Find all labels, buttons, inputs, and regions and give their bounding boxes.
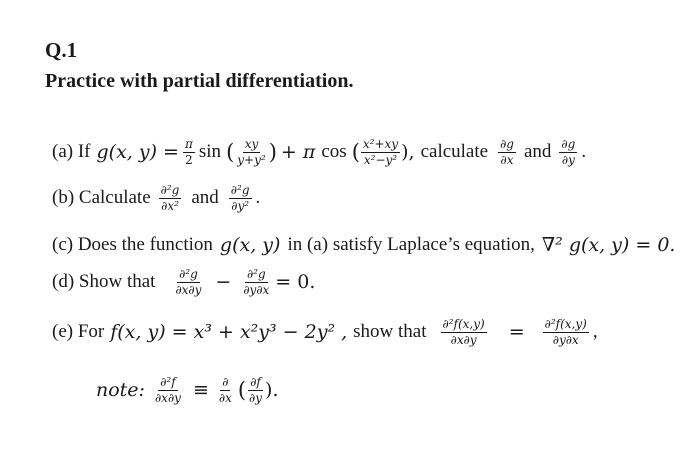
- d2f-dxdy-fraction: [441, 318, 487, 346]
- part-a-label: (a) If: [52, 141, 91, 163]
- frac-den: ∂y: [249, 390, 263, 405]
- frac-num: ∂g: [500, 137, 514, 151]
- pi-over-2-fraction: [183, 138, 195, 166]
- frac-den: ∂y∂x: [552, 332, 579, 347]
- dg-dy-fraction: [559, 138, 577, 166]
- frac-den: ∂y²: [231, 198, 250, 213]
- d2f-dydx-fraction: [543, 318, 589, 346]
- show-that-text: show that: [353, 321, 427, 343]
- part-a-end: .: [581, 141, 587, 163]
- df-dy-fraction: [247, 376, 264, 404]
- sin-argument-fraction: [235, 138, 267, 166]
- open-paren: (: [237, 378, 247, 403]
- d-dx-fraction: [217, 376, 234, 404]
- and-text: and: [523, 141, 552, 163]
- frac-num: x²+xy: [362, 137, 399, 151]
- equals-sign: =: [508, 321, 525, 344]
- frac-den: ∂x: [500, 152, 514, 167]
- and-text: and: [191, 187, 219, 209]
- frac-num: ∂²f(x,y): [544, 317, 587, 331]
- cos-label: cos: [321, 141, 347, 163]
- part-e-function: f(x, y) = x³ + x²y³ − 2y² ,: [110, 321, 348, 344]
- close-paren-comma: ),: [401, 141, 421, 164]
- calculate-text: calculate: [420, 141, 489, 163]
- frac-num: ∂²g: [246, 267, 266, 281]
- frac-den: ∂x∂y: [175, 282, 202, 297]
- frac-num: ∂f: [250, 375, 261, 389]
- d2g-dxdy-fraction: [173, 268, 203, 296]
- frac-num: ∂²g: [179, 267, 198, 281]
- frac-den: ∂x∂y: [450, 332, 477, 347]
- d2g-dx2-fraction: [159, 184, 182, 212]
- frac-den: ∂x: [218, 390, 232, 405]
- plus-pi: + π: [280, 141, 316, 164]
- minus-sign: −: [215, 271, 232, 294]
- part-b-label: (b) Calculate: [52, 187, 151, 209]
- part-d: [52, 268, 315, 296]
- note-label: note:: [96, 379, 145, 402]
- frac-num: ∂²g: [160, 183, 180, 197]
- part-d-rhs: = 0.: [275, 271, 316, 294]
- cos-argument-fraction: [361, 138, 400, 166]
- question-number: Q.1: [45, 38, 78, 62]
- note-end: ).: [265, 379, 279, 402]
- part-c-function: g(x, y): [219, 234, 281, 256]
- part-b-end: .: [255, 187, 261, 209]
- d2g-dydx-fraction: [241, 268, 271, 296]
- sin-label: sin: [198, 141, 222, 163]
- open-paren: (: [351, 140, 360, 165]
- part-e: [52, 318, 598, 346]
- frac-den: ∂y: [561, 152, 575, 167]
- frac-num: ∂²g: [230, 183, 250, 197]
- note: [96, 376, 278, 404]
- part-a-lhs: g(x, y) =: [96, 141, 179, 164]
- part-c-text: in (a) satisfy Laplace’s equation,: [287, 234, 535, 255]
- part-c: [52, 234, 675, 256]
- laplace-equation: ∇² g(x, y) = 0.: [541, 234, 676, 256]
- frac-den: ∂x²: [161, 198, 179, 213]
- frac-den: x²−y²: [363, 152, 398, 167]
- d2f-dxdy-note-fraction: [153, 376, 183, 404]
- part-d-label: (d) Show that: [52, 271, 156, 293]
- equivalent-sign: ≡: [192, 379, 209, 402]
- part-a: [52, 138, 586, 166]
- d2g-dy2-fraction: [229, 184, 252, 212]
- frac-num: ∂²f: [160, 375, 176, 389]
- frac-num: ∂²f(x,y): [442, 317, 485, 331]
- open-paren: (: [226, 140, 235, 165]
- part-c-label: (c) Does the function: [52, 234, 213, 255]
- part-e-end: ,: [592, 321, 598, 343]
- frac-num: ∂g: [561, 137, 576, 151]
- frac-den: y+y²: [237, 152, 266, 167]
- frac-num: xy: [244, 137, 259, 151]
- frac-den: ∂x∂y: [154, 390, 181, 405]
- dg-dx-fraction: [498, 138, 516, 166]
- frac-num: ∂: [222, 375, 229, 389]
- frac-den: 2: [185, 152, 193, 167]
- frac-num: π: [184, 137, 193, 151]
- question-title: Practice with partial differentiation.: [45, 70, 354, 92]
- part-b: [52, 184, 260, 212]
- frac-den: ∂y∂x: [243, 282, 270, 297]
- part-e-label: (e) For: [52, 321, 105, 343]
- close-paren: ): [268, 140, 277, 165]
